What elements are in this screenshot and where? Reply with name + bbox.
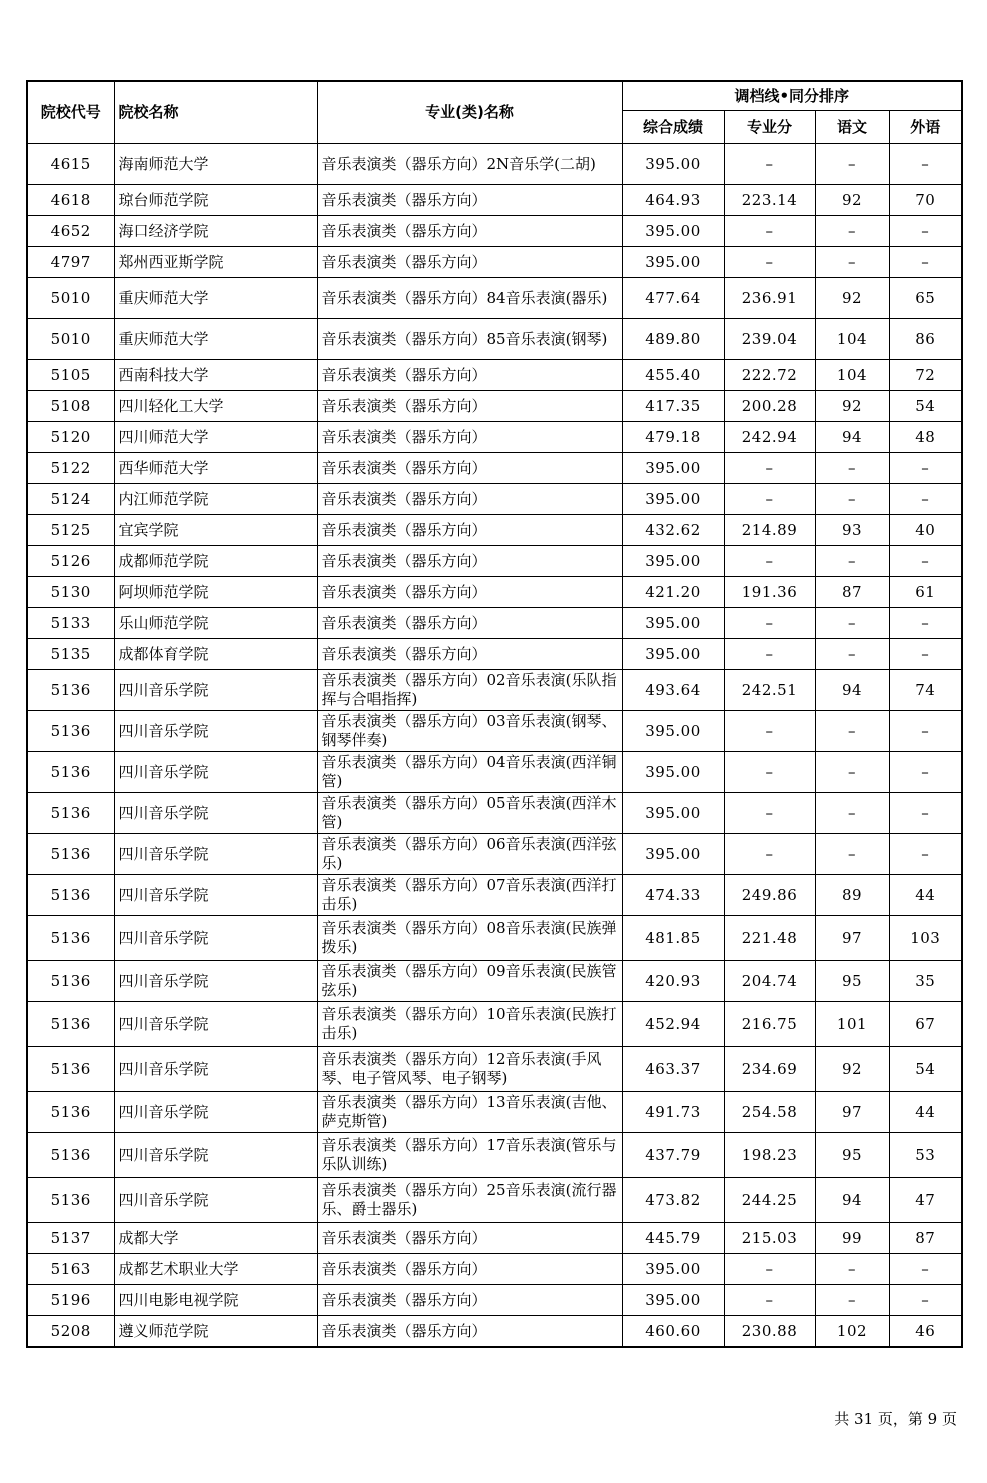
cell-school: 四川音乐学院	[114, 1002, 317, 1047]
cell-total: 463.37	[622, 1047, 724, 1092]
table-row	[27, 1254, 962, 1285]
table-row	[27, 319, 962, 360]
cell-major: 音乐表演类（器乐方向）85音乐表演(钢琴)	[317, 319, 622, 360]
cell-code: 5124	[27, 484, 114, 515]
table-row	[27, 961, 962, 1002]
cell-major: 音乐表演类（器乐方向）	[317, 608, 622, 639]
header-prof: 专业分	[724, 111, 815, 144]
cell-code: 5136	[27, 1047, 114, 1092]
cell-foreign: 86	[889, 319, 962, 360]
table-row	[27, 1002, 962, 1047]
cell-code: 4797	[27, 247, 114, 278]
cell-foreign: 48	[889, 422, 962, 453]
cell-code: 5120	[27, 422, 114, 453]
cell-total: 464.93	[622, 185, 724, 216]
cell-prof: 244.25	[724, 1178, 815, 1223]
cell-chinese: –	[815, 1285, 889, 1316]
cell-foreign: 53	[889, 1133, 962, 1178]
cell-code: 5137	[27, 1223, 114, 1254]
cell-code: 5136	[27, 793, 114, 834]
cell-prof: –	[724, 144, 815, 185]
header-major: 专业(类)名称	[317, 81, 622, 144]
cell-major: 音乐表演类（器乐方向）	[317, 515, 622, 546]
cell-chinese: –	[815, 144, 889, 185]
cell-code: 5136	[27, 834, 114, 875]
cell-prof: –	[724, 484, 815, 515]
cell-major: 音乐表演类（器乐方向）10音乐表演(民族打击乐)	[317, 1002, 622, 1047]
cell-major: 音乐表演类（器乐方向）12音乐表演(手风琴、电子管风琴、电子钢琴)	[317, 1047, 622, 1092]
cell-prof: –	[724, 247, 815, 278]
cell-major: 音乐表演类（器乐方向）84音乐表演(器乐)	[317, 278, 622, 319]
cell-foreign: 46	[889, 1316, 962, 1348]
table-row	[27, 484, 962, 515]
table-row	[27, 216, 962, 247]
cell-school: 四川音乐学院	[114, 752, 317, 793]
table-row	[27, 422, 962, 453]
cell-chinese: 102	[815, 1316, 889, 1348]
cell-major: 音乐表演类（器乐方向）	[317, 484, 622, 515]
cell-major: 音乐表演类（器乐方向）	[317, 391, 622, 422]
table-body	[27, 144, 962, 1348]
cell-major: 音乐表演类（器乐方向）	[317, 360, 622, 391]
cell-foreign: –	[889, 834, 962, 875]
table-row	[27, 608, 962, 639]
cell-foreign: 54	[889, 1047, 962, 1092]
table-row	[27, 875, 962, 916]
header-foreign: 外语	[889, 111, 962, 144]
cell-total: 395.00	[622, 752, 724, 793]
cell-chinese: –	[815, 639, 889, 670]
cell-school: 四川音乐学院	[114, 670, 317, 711]
cell-school: 重庆师范大学	[114, 319, 317, 360]
cell-major: 音乐表演类（器乐方向）07音乐表演(西洋打击乐)	[317, 875, 622, 916]
header-code: 院校代号	[27, 81, 114, 144]
cell-code: 5105	[27, 360, 114, 391]
cell-chinese: 97	[815, 1092, 889, 1133]
cell-prof: 222.72	[724, 360, 815, 391]
cell-prof: –	[724, 711, 815, 752]
cell-foreign: –	[889, 546, 962, 577]
cell-total: 432.62	[622, 515, 724, 546]
cell-school: 四川音乐学院	[114, 834, 317, 875]
table-row	[27, 278, 962, 319]
table-row	[27, 1223, 962, 1254]
cell-foreign: –	[889, 216, 962, 247]
cell-code: 5136	[27, 1092, 114, 1133]
table-row	[27, 1047, 962, 1092]
cell-school: 成都体育学院	[114, 639, 317, 670]
header-chinese: 语文	[815, 111, 889, 144]
cell-foreign: 65	[889, 278, 962, 319]
cell-total: 395.00	[622, 1285, 724, 1316]
cell-prof: 198.23	[724, 1133, 815, 1178]
cell-school: 海口经济学院	[114, 216, 317, 247]
cell-prof: –	[724, 453, 815, 484]
cell-chinese: –	[815, 752, 889, 793]
cell-chinese: 94	[815, 422, 889, 453]
cell-prof: –	[724, 793, 815, 834]
cell-prof: –	[724, 1285, 815, 1316]
cell-school: 阿坝师范学院	[114, 577, 317, 608]
cell-total: 395.00	[622, 216, 724, 247]
cell-total: 395.00	[622, 793, 724, 834]
cell-prof: 215.03	[724, 1223, 815, 1254]
cell-code: 5135	[27, 639, 114, 670]
cell-foreign: –	[889, 1254, 962, 1285]
cell-foreign: 103	[889, 916, 962, 961]
cell-code: 5136	[27, 752, 114, 793]
cell-chinese: –	[815, 453, 889, 484]
cell-school: 四川音乐学院	[114, 711, 317, 752]
cell-school: 重庆师范大学	[114, 278, 317, 319]
cell-school: 四川音乐学院	[114, 1092, 317, 1133]
cell-foreign: –	[889, 793, 962, 834]
cell-school: 海南师范大学	[114, 144, 317, 185]
cell-major: 音乐表演类（器乐方向）13音乐表演(吉他、萨克斯管)	[317, 1092, 622, 1133]
cell-chinese: –	[815, 247, 889, 278]
cell-foreign: 44	[889, 1092, 962, 1133]
cell-code: 5133	[27, 608, 114, 639]
cell-school: 乐山师范学院	[114, 608, 317, 639]
cell-school: 四川音乐学院	[114, 875, 317, 916]
cell-chinese: –	[815, 711, 889, 752]
cell-school: 郑州西亚斯学院	[114, 247, 317, 278]
table-row	[27, 1316, 962, 1348]
cell-prof: –	[724, 752, 815, 793]
cell-school: 西南科技大学	[114, 360, 317, 391]
table-row	[27, 1133, 962, 1178]
cell-prof: 200.28	[724, 391, 815, 422]
table-row	[27, 1092, 962, 1133]
page-footer: 共 31 页，第 9 页	[834, 1410, 957, 1428]
cell-school: 遵义师范学院	[114, 1316, 317, 1348]
cell-major: 音乐表演类（器乐方向）06音乐表演(西洋弦乐)	[317, 834, 622, 875]
cell-chinese: 95	[815, 1133, 889, 1178]
cell-code: 5196	[27, 1285, 114, 1316]
cell-total: 395.00	[622, 834, 724, 875]
cell-chinese: 92	[815, 391, 889, 422]
cell-total: 445.79	[622, 1223, 724, 1254]
cell-major: 音乐表演类（器乐方向）	[317, 639, 622, 670]
cell-foreign: –	[889, 453, 962, 484]
cell-school: 四川音乐学院	[114, 1178, 317, 1223]
cell-foreign: –	[889, 639, 962, 670]
cell-prof: 249.86	[724, 875, 815, 916]
cell-school: 内江师范学院	[114, 484, 317, 515]
cell-code: 5136	[27, 961, 114, 1002]
table-row	[27, 247, 962, 278]
header-school: 院校名称	[114, 81, 317, 144]
cell-code: 5208	[27, 1316, 114, 1348]
cell-foreign: –	[889, 144, 962, 185]
cell-foreign: –	[889, 608, 962, 639]
cell-code: 5108	[27, 391, 114, 422]
cell-chinese: 104	[815, 319, 889, 360]
cell-code: 4618	[27, 185, 114, 216]
cell-major: 音乐表演类（器乐方向）17音乐表演(管乐与乐队训练)	[317, 1133, 622, 1178]
cell-foreign: 44	[889, 875, 962, 916]
cell-major: 音乐表演类（器乐方向）05音乐表演(西洋木管)	[317, 793, 622, 834]
cell-chinese: 87	[815, 577, 889, 608]
cell-prof: 242.51	[724, 670, 815, 711]
cell-major: 音乐表演类（器乐方向）04音乐表演(西洋铜管)	[317, 752, 622, 793]
cell-total: 489.80	[622, 319, 724, 360]
cell-chinese: 95	[815, 961, 889, 1002]
cell-major: 音乐表演类（器乐方向）	[317, 422, 622, 453]
cell-prof: 242.94	[724, 422, 815, 453]
cell-prof: –	[724, 834, 815, 875]
cell-school: 宜宾学院	[114, 515, 317, 546]
table-row	[27, 391, 962, 422]
cell-chinese: –	[815, 1254, 889, 1285]
table-row	[27, 144, 962, 185]
cell-prof: –	[724, 216, 815, 247]
cell-total: 491.73	[622, 1092, 724, 1133]
cell-major: 音乐表演类（器乐方向）	[317, 1254, 622, 1285]
cell-prof: 254.58	[724, 1092, 815, 1133]
cell-chinese: –	[815, 484, 889, 515]
cell-major: 音乐表演类（器乐方向）	[317, 247, 622, 278]
cell-chinese: 93	[815, 515, 889, 546]
cell-total: 460.60	[622, 1316, 724, 1348]
cell-code: 5125	[27, 515, 114, 546]
cell-school: 四川音乐学院	[114, 961, 317, 1002]
cell-major: 音乐表演类（器乐方向）	[317, 546, 622, 577]
cell-code: 4652	[27, 216, 114, 247]
cell-total: 417.35	[622, 391, 724, 422]
table-row	[27, 185, 962, 216]
cell-school: 四川音乐学院	[114, 793, 317, 834]
table-row	[27, 453, 962, 484]
cell-chinese: –	[815, 793, 889, 834]
cell-code: 5136	[27, 916, 114, 961]
cell-foreign: 47	[889, 1178, 962, 1223]
cell-total: 421.20	[622, 577, 724, 608]
table-row	[27, 1178, 962, 1223]
cell-chinese: –	[815, 546, 889, 577]
cell-foreign: 74	[889, 670, 962, 711]
cell-school: 成都师范学院	[114, 546, 317, 577]
cell-total: 395.00	[622, 484, 724, 515]
cell-school: 成都大学	[114, 1223, 317, 1254]
cell-code: 5010	[27, 278, 114, 319]
cell-prof: 230.88	[724, 1316, 815, 1348]
cell-prof: 223.14	[724, 185, 815, 216]
cell-foreign: 61	[889, 577, 962, 608]
table-row	[27, 577, 962, 608]
table-row	[27, 639, 962, 670]
cell-prof: 216.75	[724, 1002, 815, 1047]
cell-code: 5136	[27, 711, 114, 752]
cell-total: 477.64	[622, 278, 724, 319]
cell-school: 四川音乐学院	[114, 1133, 317, 1178]
cell-prof: 191.36	[724, 577, 815, 608]
cell-code: 5163	[27, 1254, 114, 1285]
cell-chinese: 92	[815, 278, 889, 319]
cell-foreign: –	[889, 247, 962, 278]
cell-total: 452.94	[622, 1002, 724, 1047]
table-row	[27, 711, 962, 752]
header-group: 调档线•同分排序	[622, 81, 962, 111]
cell-school: 四川音乐学院	[114, 916, 317, 961]
table-row	[27, 752, 962, 793]
cell-school: 四川电影电视学院	[114, 1285, 317, 1316]
cell-major: 音乐表演类（器乐方向）	[317, 1285, 622, 1316]
cell-total: 395.00	[622, 247, 724, 278]
cell-chinese: 99	[815, 1223, 889, 1254]
table-row	[27, 834, 962, 875]
cell-major: 音乐表演类（器乐方向）03音乐表演(钢琴、钢琴伴奏)	[317, 711, 622, 752]
cell-total: 420.93	[622, 961, 724, 1002]
cell-chinese: 92	[815, 185, 889, 216]
cell-prof: 234.69	[724, 1047, 815, 1092]
cell-major: 音乐表演类（器乐方向）	[317, 185, 622, 216]
cell-code: 5122	[27, 453, 114, 484]
cell-chinese: –	[815, 834, 889, 875]
cell-major: 音乐表演类（器乐方向）02音乐表演(乐队指挥与合唱指挥)	[317, 670, 622, 711]
cell-code: 5010	[27, 319, 114, 360]
cell-major: 音乐表演类（器乐方向）	[317, 216, 622, 247]
cell-total: 395.00	[622, 1254, 724, 1285]
table-row	[27, 360, 962, 391]
cell-total: 395.00	[622, 546, 724, 577]
table-row	[27, 1285, 962, 1316]
cell-code: 5136	[27, 670, 114, 711]
cell-chinese: 94	[815, 670, 889, 711]
cell-foreign: 35	[889, 961, 962, 1002]
cell-chinese: –	[815, 216, 889, 247]
cell-total: 474.33	[622, 875, 724, 916]
cell-total: 479.18	[622, 422, 724, 453]
cell-chinese: 101	[815, 1002, 889, 1047]
cell-total: 395.00	[622, 608, 724, 639]
table-row	[27, 515, 962, 546]
cell-major: 音乐表演类（器乐方向）09音乐表演(民族管弦乐)	[317, 961, 622, 1002]
cell-total: 395.00	[622, 453, 724, 484]
cell-prof: 214.89	[724, 515, 815, 546]
cell-chinese: 94	[815, 1178, 889, 1223]
cell-major: 音乐表演类（器乐方向）08音乐表演(民族弹拨乐)	[317, 916, 622, 961]
cell-total: 437.79	[622, 1133, 724, 1178]
cell-foreign: 40	[889, 515, 962, 546]
cell-chinese: 97	[815, 916, 889, 961]
cell-total: 493.64	[622, 670, 724, 711]
cell-code: 5136	[27, 1178, 114, 1223]
cell-foreign: 67	[889, 1002, 962, 1047]
cell-chinese: 92	[815, 1047, 889, 1092]
cell-school: 西华师范大学	[114, 453, 317, 484]
cell-total: 473.82	[622, 1178, 724, 1223]
cell-school: 四川轻化工大学	[114, 391, 317, 422]
table-row	[27, 916, 962, 961]
cell-foreign: 87	[889, 1223, 962, 1254]
cell-chinese: 89	[815, 875, 889, 916]
cell-foreign: –	[889, 752, 962, 793]
cell-chinese: 104	[815, 360, 889, 391]
cell-major: 音乐表演类（器乐方向）	[317, 1316, 622, 1348]
cell-chinese: –	[815, 608, 889, 639]
cell-prof: 204.74	[724, 961, 815, 1002]
cell-prof: –	[724, 608, 815, 639]
cell-major: 音乐表演类（器乐方向）	[317, 577, 622, 608]
cell-code: 4615	[27, 144, 114, 185]
cell-foreign: 70	[889, 185, 962, 216]
cell-total: 481.85	[622, 916, 724, 961]
cell-total: 455.40	[622, 360, 724, 391]
cell-major: 音乐表演类（器乐方向）	[317, 1223, 622, 1254]
table-row	[27, 546, 962, 577]
table-row	[27, 793, 962, 834]
table-row	[27, 670, 962, 711]
cell-total: 395.00	[622, 639, 724, 670]
cell-foreign: –	[889, 711, 962, 752]
cell-major: 音乐表演类（器乐方向）25音乐表演(流行器乐、爵士器乐)	[317, 1178, 622, 1223]
cell-code: 5130	[27, 577, 114, 608]
cell-code: 5136	[27, 875, 114, 916]
cell-total: 395.00	[622, 144, 724, 185]
cell-total: 395.00	[622, 711, 724, 752]
cell-foreign: 54	[889, 391, 962, 422]
cell-prof: –	[724, 639, 815, 670]
cell-school: 琼台师范学院	[114, 185, 317, 216]
cell-prof: –	[724, 546, 815, 577]
cell-code: 5136	[27, 1133, 114, 1178]
cell-prof: 239.04	[724, 319, 815, 360]
cell-code: 5126	[27, 546, 114, 577]
cell-foreign: –	[889, 1285, 962, 1316]
admission-table	[26, 80, 963, 1348]
cell-foreign: 72	[889, 360, 962, 391]
cell-code: 5136	[27, 1002, 114, 1047]
cell-major: 音乐表演类（器乐方向）2N音乐学(二胡)	[317, 144, 622, 185]
cell-major: 音乐表演类（器乐方向）	[317, 453, 622, 484]
cell-school: 四川师范大学	[114, 422, 317, 453]
cell-school: 成都艺术职业大学	[114, 1254, 317, 1285]
cell-school: 四川音乐学院	[114, 1047, 317, 1092]
cell-foreign: –	[889, 484, 962, 515]
header-total: 综合成绩	[622, 111, 724, 144]
cell-prof: –	[724, 1254, 815, 1285]
cell-prof: 221.48	[724, 916, 815, 961]
cell-prof: 236.91	[724, 278, 815, 319]
